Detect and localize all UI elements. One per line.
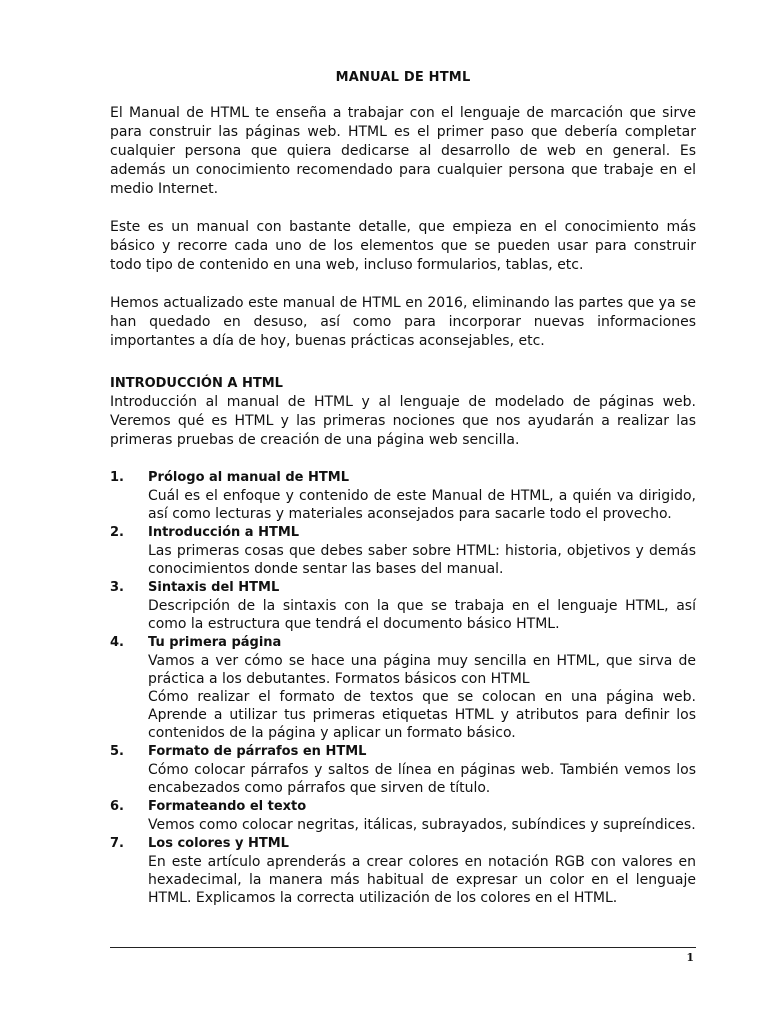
chapter-list xyxy=(110,468,696,907)
chapter-number: 1. xyxy=(110,470,124,485)
chapter-title: Sintaxis del HTML xyxy=(148,580,280,595)
chapter-number: 7. xyxy=(110,836,124,851)
chapter-item xyxy=(110,742,696,797)
intro-paragraph: El Manual de HTML te enseña a trabajar con el lenguaje de marcación que sirve para construir las páginas web. HTML es el primer paso que debería completar cualquier persona que quiera dedicarse al desarrollo de web en general. Es además un conocimiento recomendado para cualquier persona que trabaje en el medio Internet. xyxy=(110,105,696,197)
chapter-title: Formateando el texto xyxy=(148,799,307,814)
chapter-number: 4. xyxy=(110,635,124,650)
page-number: 1 xyxy=(686,951,694,964)
document-page xyxy=(110,0,696,1024)
chapter-item xyxy=(110,834,696,907)
chapter-number: 2. xyxy=(110,525,124,540)
chapter-title: Tu primera página xyxy=(148,635,282,650)
chapter-description: En este artículo aprenderás a crear colores en notación RGB con valores en hexadecimal, la manera más habitual de expresar un color en el lenguaje HTML. Explicamos la correcta utilización de los colores en el HTML. xyxy=(148,854,696,906)
intro-paragraphs xyxy=(110,104,696,370)
document-title: MANUAL DE HTML xyxy=(335,70,471,85)
chapter-item xyxy=(110,797,696,834)
footer-divider xyxy=(110,947,696,948)
intro-paragraph: Este es un manual con bastante detalle, que empieza en el conocimiento más básico y recorre cada uno de los elementos que se pueden usar para construir todo tipo de contenido en una web, incluso formularios, tablas, etc. xyxy=(110,219,696,273)
section-introduccion xyxy=(110,374,696,907)
chapter-item xyxy=(110,633,696,742)
intro-paragraph: Hemos actualizado este manual de HTML en 2016, eliminando las partes que ya se han quedado en desuso, así como para incorporar nuevas informaciones importantes a día de hoy, buenas prácticas aconsejables, etc. xyxy=(110,295,696,349)
chapter-number: 3. xyxy=(110,580,124,595)
chapter-description: Vamos a ver cómo se hace una página muy sencilla en HTML, que sirva de práctica a los debutantes. Formatos básicos con HTML xyxy=(148,653,696,687)
section-title: INTRODUCCIÓN A HTML xyxy=(110,376,283,391)
chapter-description: Cómo realizar el formato de textos que se colocan en una página web. Aprende a utilizar tus primeras etiquetas HTML y atributos para definir los contenidos de la página y aplicar un formato básico. xyxy=(148,689,696,741)
chapter-title: Los colores y HTML xyxy=(148,836,289,851)
chapter-item xyxy=(110,578,696,633)
chapter-number: 5. xyxy=(110,744,124,759)
chapter-description: Vemos como colocar negritas, itálicas, subrayados, subíndices y supreíndices. xyxy=(148,817,696,833)
chapter-description: Las primeras cosas que debes saber sobre HTML: historia, objetivos y demás conocimientos donde sentar las bases del manual. xyxy=(148,543,696,577)
chapter-title: Introducción a HTML xyxy=(148,525,300,540)
chapter-item xyxy=(110,468,696,523)
chapter-description: Descripción de la sintaxis con la que se trabaja en el lenguaje HTML, así como la estructura que tendrá el documento básico HTML. xyxy=(148,598,696,632)
chapter-description: Cuál es el enfoque y contenido de este Manual de HTML, a quién va dirigido, así como lecturas y materiales aconsejados para sacarle todo el provecho. xyxy=(148,488,696,522)
chapter-item xyxy=(110,523,696,578)
chapter-title: Prólogo al manual de HTML xyxy=(148,470,349,485)
chapter-title: Formato de párrafos en HTML xyxy=(148,744,367,759)
section-description: Introducción al manual de HTML y al lenguaje de modelado de páginas web. Veremos qué es HTML y las primeras nociones que nos ayudarán a realizar las primeras pruebas de creación de una página web sencilla. xyxy=(110,394,696,448)
chapter-description: Cómo colocar párrafos y saltos de línea en páginas web. También vemos los encabezados como párrafos que sirven de título. xyxy=(148,762,696,796)
chapter-number: 6. xyxy=(110,799,124,814)
